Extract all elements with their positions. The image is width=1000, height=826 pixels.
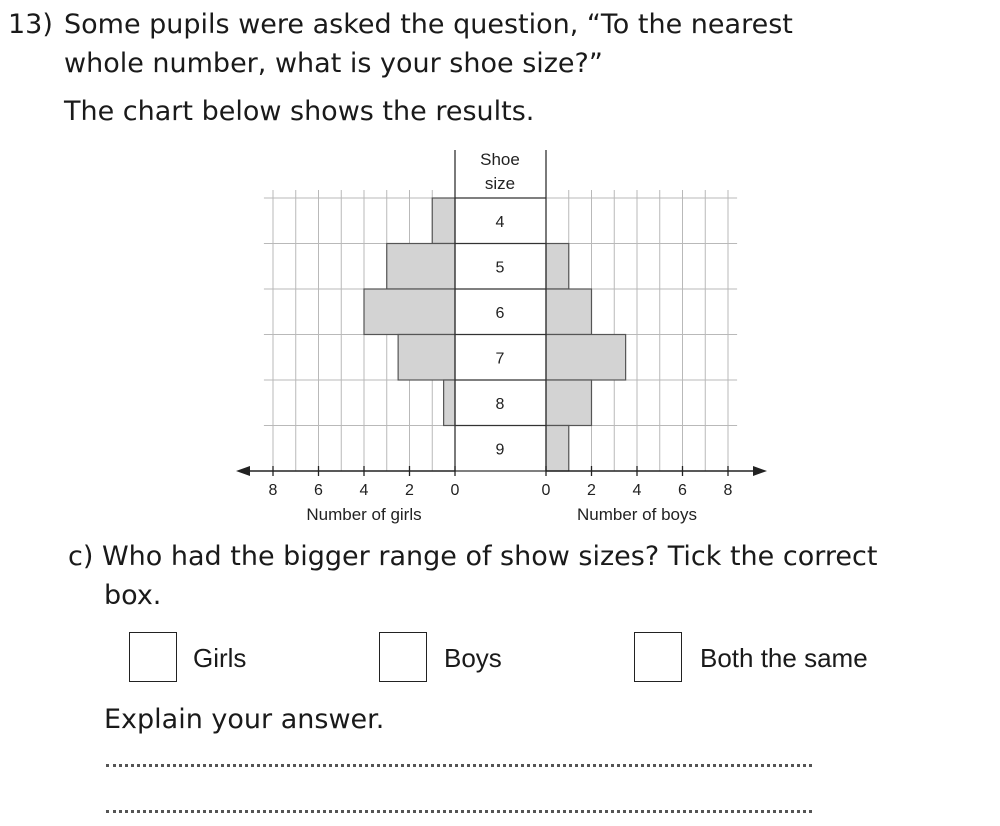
girls-axis-label: Number of girls xyxy=(306,505,422,524)
boys-bar-9 xyxy=(546,426,569,472)
question-line-3: The chart below shows the results. xyxy=(64,96,535,127)
girls-checkbox[interactable] xyxy=(129,632,177,682)
shoe-size-label-4: 4 xyxy=(495,213,505,231)
shoe-size-label-8: 8 xyxy=(495,395,505,413)
shoe-size-label-9: 9 xyxy=(495,441,505,459)
boys-bar-6 xyxy=(546,289,592,335)
girls-tick-label: 0 xyxy=(450,482,460,499)
girls-axis-arrow xyxy=(236,466,250,476)
girls-bar-4 xyxy=(432,198,455,244)
explain-prompt: Explain your answer. xyxy=(104,704,385,735)
boys-checkbox[interactable] xyxy=(379,632,427,682)
shoe-size-label-7: 7 xyxy=(495,350,505,368)
boys-option-label: Boys xyxy=(444,643,502,673)
girls-bar-5 xyxy=(387,244,455,290)
girls-tick-label: 2 xyxy=(405,482,414,499)
center-header-line-2: size xyxy=(484,174,516,193)
boys-tick-label: 0 xyxy=(541,482,551,499)
boys-tick-label: 4 xyxy=(632,482,642,499)
boys-bar-7 xyxy=(546,335,626,381)
center-header-line-1: Shoe xyxy=(480,150,520,169)
girls-bar-6 xyxy=(364,289,455,335)
boys-axis-label: Number of boys xyxy=(577,505,697,524)
answer-line-1[interactable] xyxy=(106,763,812,767)
both-same-option-label: Both the same xyxy=(700,643,868,673)
boys-axis-arrow xyxy=(753,466,767,476)
boys-bar-8 xyxy=(546,380,592,426)
girls-bar-8 xyxy=(444,380,455,426)
answer-line-2[interactable] xyxy=(106,809,812,813)
question-line-1: Some pupils were asked the question, “To the nearest xyxy=(64,9,793,40)
part-c-line-2: box. xyxy=(104,580,162,611)
question-line-2: whole number, what is your shoe size?” xyxy=(64,48,603,79)
girls-tick-label: 8 xyxy=(268,482,278,499)
question-number: 13) xyxy=(8,9,53,40)
boys-tick-label: 2 xyxy=(587,482,596,499)
both-same-checkbox[interactable] xyxy=(634,632,682,682)
boys-bar-5 xyxy=(546,244,569,290)
girls-bar-7 xyxy=(398,335,455,381)
girls-tick-label: 4 xyxy=(359,482,369,499)
girls-option-label: Girls xyxy=(193,643,247,673)
boys-tick-label: 6 xyxy=(678,482,687,499)
girls-tick-label: 6 xyxy=(314,482,323,499)
shoe-size-label-5: 5 xyxy=(495,259,505,277)
part-c-line-1: c) Who had the bigger range of show sizes? Tick the correct xyxy=(68,541,878,572)
boys-tick-label: 8 xyxy=(723,482,733,499)
shoe-size-label-6: 6 xyxy=(495,304,505,322)
